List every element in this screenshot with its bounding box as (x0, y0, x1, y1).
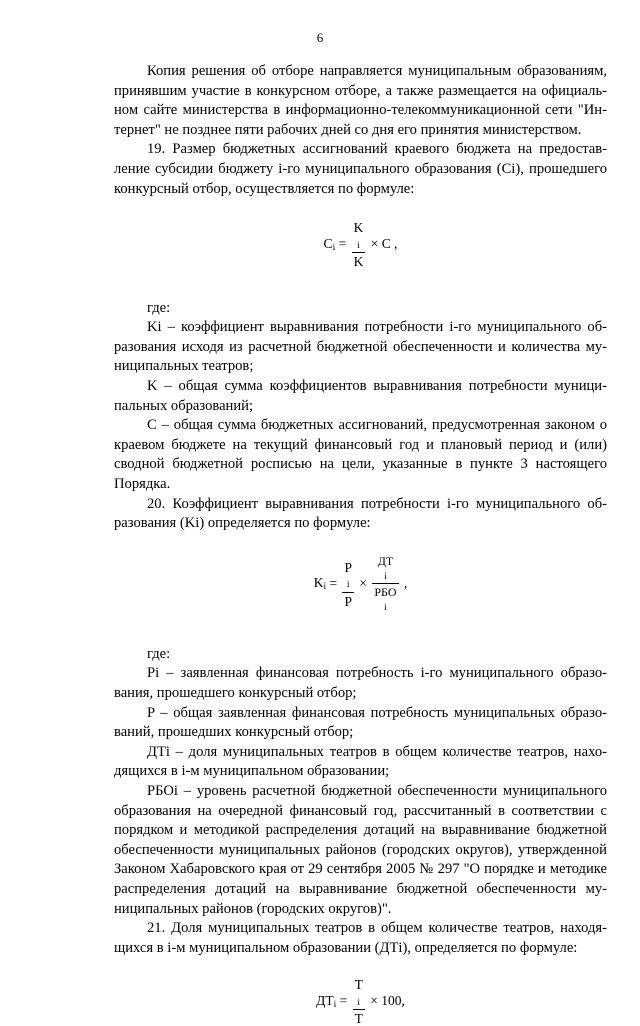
formula-coefficient: $K_i$ = P $_i$ P × ДТ $_i$ РБО $_i$ , (313, 553, 408, 614)
formula-lhs: $C_i$ (323, 236, 336, 253)
formula-fraction: P $_i$ P (344, 559, 352, 609)
definition-rboi: РБОi – уровень расчетной бюджетной обеспеченности муниципального образования на очередной финансовый год, рассчитанный в соответствии с порядком и методикой распределения дотаций на выравнивание бюджетной обеспеченности муниципальных районов (городских округов), утвержденной Законом Хабаровского края от 29 сентября 2005 № 297 "О порядке и методике распределения дотаций на выравнивание бюджетной обеспеченности муниципальных районов (городских округов)". (114, 782, 607, 917)
definition-c: C – общая сумма бюджетных ассигнований, предусмотренная законом о краевом бюджете на текущий финансовый год и плановый период и (или) сводной бюджетной росписью на цели, указанные в пункте 3 настоящего Порядка. (114, 417, 607, 492)
formula-lhs: $K_i$ (313, 575, 327, 593)
formula-theatre-share: $ДТ_i$ = T $_i$ T × 100, (316, 977, 405, 1026)
paragraph-21: 21. Доля муниципальных театров в общем количестве театров, находящихся в i-м муниципальном образовании (ДТi), определяется по формуле: (114, 920, 607, 956)
document-body (114, 62, 607, 1026)
page-number: 6 (316, 30, 324, 45)
definition-pi: Pi – заявленная финансовая потребность i-го муниципального образования, прошедшего конкурсный отбор; (114, 665, 607, 701)
formula-lhs: $ДТ_i$ (316, 993, 337, 1011)
formula-fraction: ДТ $_i$ РБО $_i$ (374, 553, 397, 614)
formula-fraction: K $_i$ K (353, 220, 364, 270)
definition-k: K – общая сумма коэффициентов выравнивания потребности муниципальных образований; (114, 378, 607, 414)
formula-fraction: T $_i$ T (354, 977, 363, 1026)
paragraph-19: 19. Размер бюджетных ассигнований краевого бюджета на предоставление субсидии бюджету i-го муниципального образования (Ci), прошедшего конкурсный отбор, осуществляется по формуле: (114, 141, 607, 197)
definition-ki: Ki – коэффициент выравнивания потребности i-го муниципального образования исходя из расчетной бюджетной обеспеченности и количества муниципальных театров; (114, 319, 607, 375)
where-label: где: (147, 645, 171, 662)
formula-subsidy: $C_i$ = K $_i$ K × C , (323, 220, 398, 270)
paragraph-copy-decision: Копия решения об отборе направляется муниципальным образованиям, принявшим участие в конкурсном отборе, а также размещается на официальном сайте министерства в информационно-телекоммуникационной сети "Интернет" не позднее пяти рабочих дней со дня его принятия министерством. (114, 63, 607, 138)
where-label: где: (147, 299, 171, 316)
paragraph-20: 20. Коэффициент выравнивания потребности i-го муниципального образования (Ki) определяется по формуле: (114, 495, 607, 532)
definition-p: P – общая заявленная финансовая потребность муниципальных образований, прошедших конкурсный отбор; (114, 704, 607, 741)
definition-dti: ДТi – доля муниципальных театров в общем количестве театров, находящихся в i-м муниципальном образовании; (114, 743, 607, 780)
